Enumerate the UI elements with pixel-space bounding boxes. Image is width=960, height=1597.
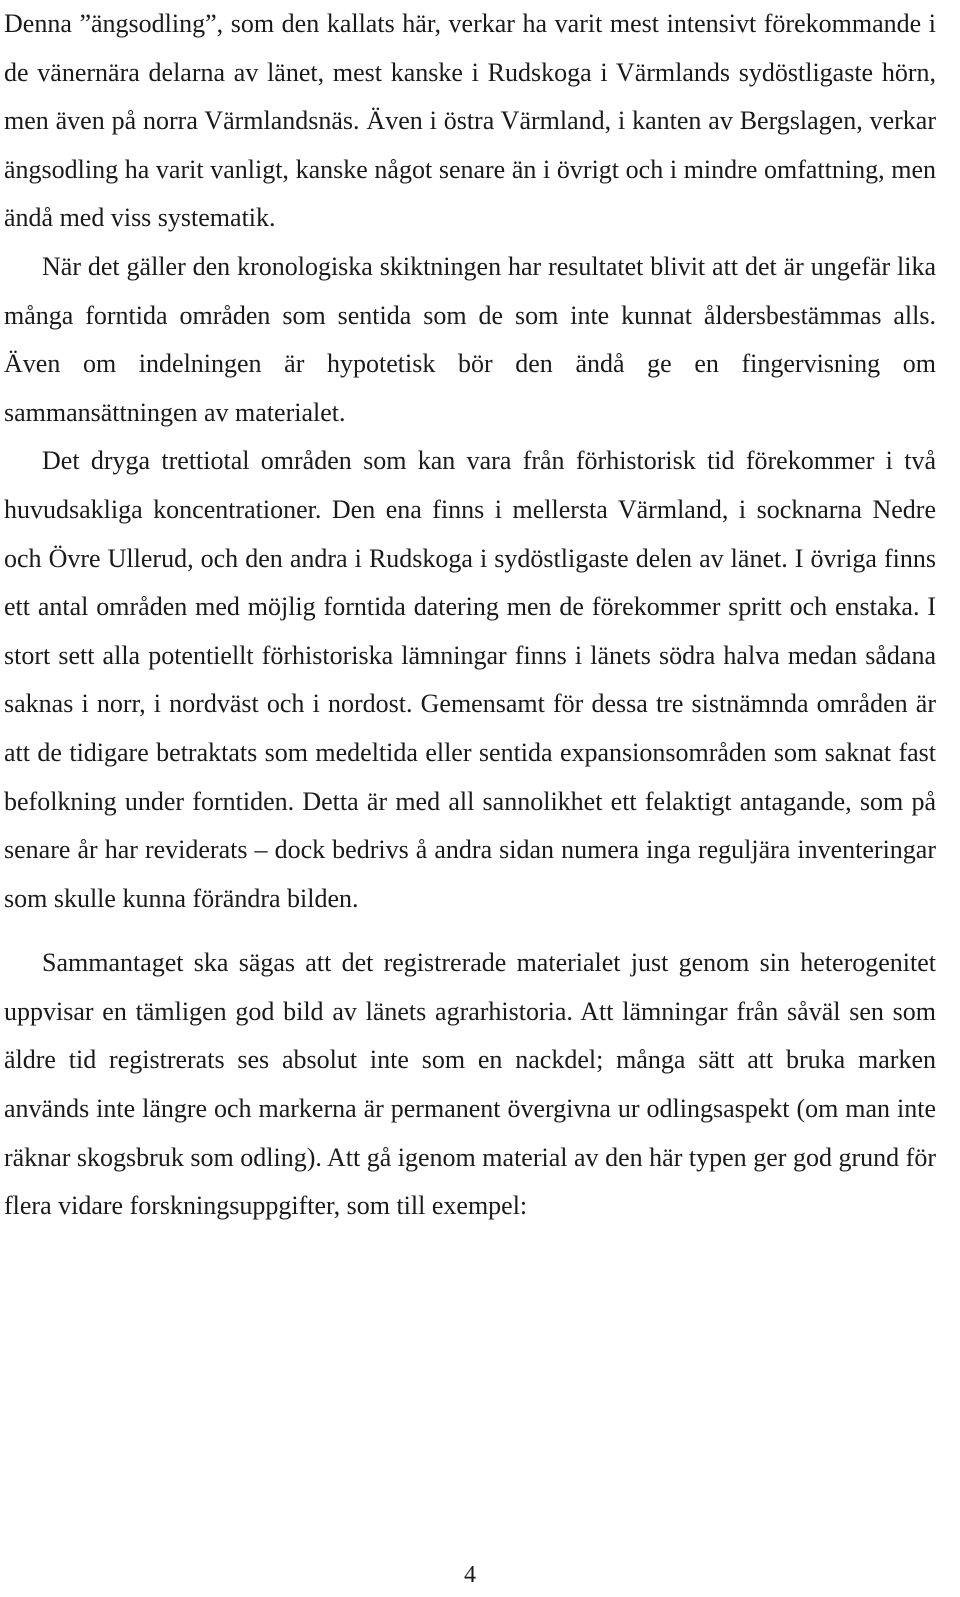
paragraph-forhistoriska-omraden: Det dryga trettiotal områden som kan vara från förhistorisk tid förekommer i två huvudsakliga koncentrationer. Den ena finns i mellersta Värmland, i socknarna Nedre och Övre Ullerud, och den andra i Rudskoga i sydöstligaste delen av länet. I övriga finns ett antal områden med möjlig forntida datering men de förekommer spritt och enstaka. I stort sett alla potentiellt förhistoriska lämningar finns i länets södra halva medan sådana saknas i norr, i nordväst och i nordost. Gemensamt för dessa tre sistnämnda områden är att de tidigare betraktats som medeltida eller sentida expansionsområden som saknat fast befolkning under forntiden. Detta är med all sannolikhet ett felaktigt antagande, som på senare år har reviderats – dock bedrivs å andra sidan numera inga reguljära inventeringar som skulle kunna förändra bilden.: [4, 446, 936, 913]
paragraph-kronologisk-skiktning: När det gäller den kronologiska skiktningen har resultatet blivit att det är ungefär lika många forntida områden som sentida som de som inte kunnat åldersbestämmas alls. Även om indelningen är hypotetisk bör den ändå ge en fingervisning om sammansättningen av materialet.: [4, 251, 936, 427]
paragraph-sammantaget: Sammantaget ska sägas att det registrerade materialet just genom sin heterogenitet uppvisar en tämligen god bild av länets agrarhistoria. Att lämningar från såväl sen som äldre tid registrerats ses absolut inte som en nackdel; många sätt att bruka marken används inte längre och markerna är permanent övergivna ur odlingsaspekt (om man inte räknar skogsbruk som odling). Att gå igenom material av den här typen ger god grund för flera vidare forskningsuppgifter, som till exempel:: [4, 948, 936, 1221]
document-page: [4, 0, 936, 1231]
paragraph-gap: [4, 923, 936, 939]
paragraph-angsodling: Denna ”ängsodling”, som den kallats här, verkar ha varit mest intensivt förekommande i de vänernära delarna av länet, mest kanske i Rudskoga i Värmlands sydöstligaste hörn, men även på norra Värmlandsnäs. Även i östra Värmland, i kanten av Bergslagen, verkar ängsodling ha varit vanligt, kanske något senare än i övrigt och i mindre omfattning, men ändå med viss systematik.: [4, 9, 936, 233]
page-number: 4: [464, 1562, 476, 1588]
